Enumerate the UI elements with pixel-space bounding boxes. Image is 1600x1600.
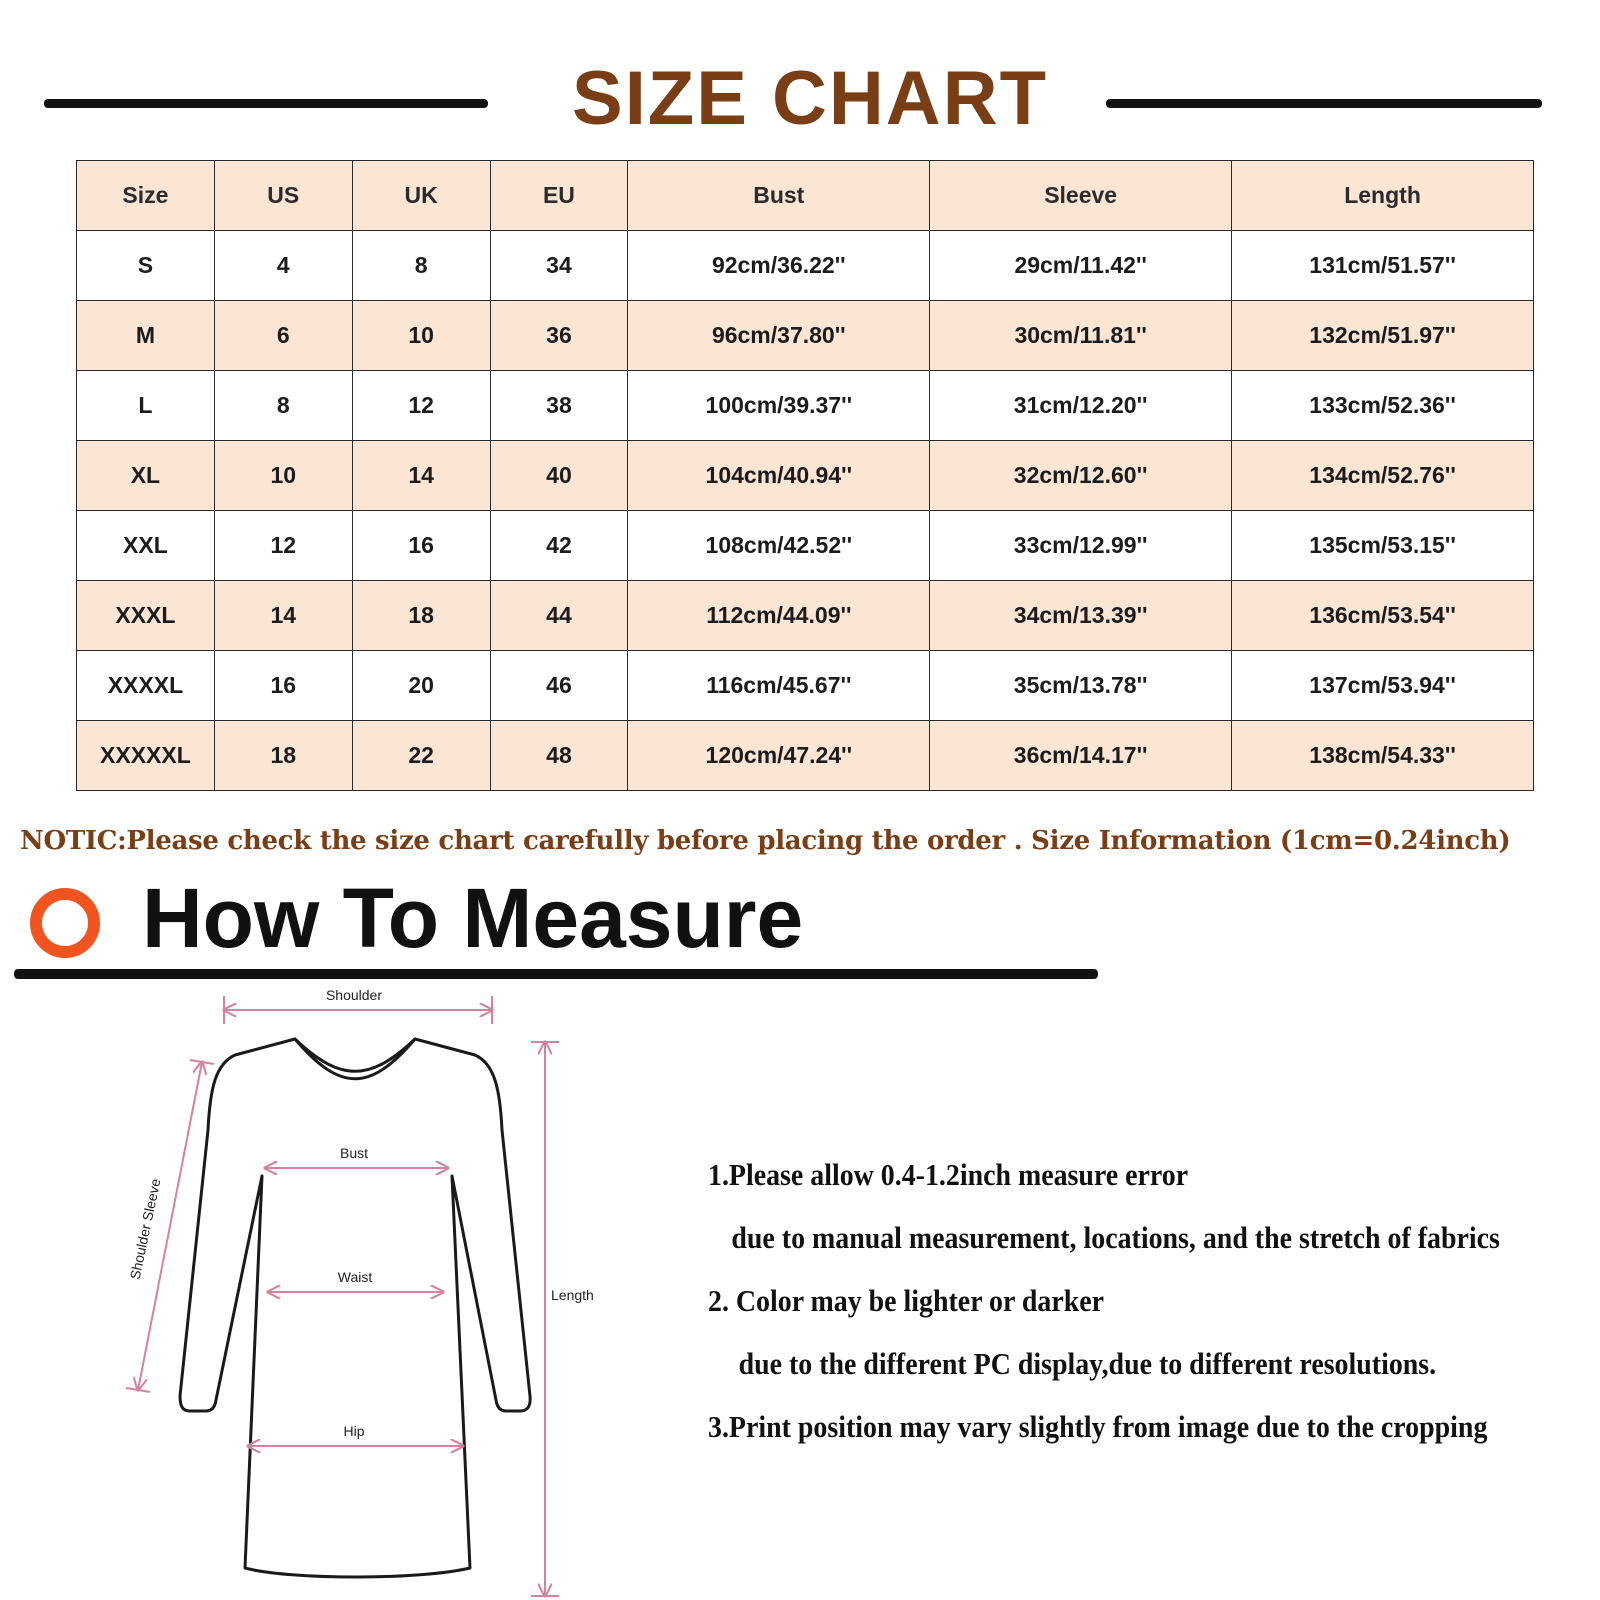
cell-bust: 112cm/44.09'' [628, 581, 930, 651]
cell-length: 132cm/51.97'' [1232, 301, 1534, 371]
cell-us: 4 [214, 231, 352, 301]
cell-length: 136cm/53.54'' [1232, 581, 1534, 651]
cell-size: M [77, 301, 215, 371]
sleeve-label: Shoulder Sleeve [126, 1177, 164, 1281]
dress-outline [180, 1039, 530, 1577]
table-row [77, 231, 1534, 301]
cell-size: XXXL [77, 581, 215, 651]
measure-notes [708, 1155, 1500, 1470]
header-length: Length [1232, 161, 1534, 231]
dress-measure-diagram [0, 965, 640, 1600]
header-size: Size [77, 161, 215, 231]
title-rule-right [1106, 99, 1542, 108]
cell-uk: 12 [352, 371, 490, 441]
table-row [77, 371, 1534, 441]
cell-us: 8 [214, 371, 352, 441]
cell-us: 10 [214, 441, 352, 511]
cell-size: XXXXL [77, 651, 215, 721]
cell-length: 135cm/53.15'' [1232, 511, 1534, 581]
cell-bust: 116cm/45.67'' [628, 651, 930, 721]
cell-length: 138cm/54.33'' [1232, 721, 1534, 791]
cell-eu: 34 [490, 231, 628, 301]
size-table [76, 160, 1534, 791]
header-eu: EU [490, 161, 628, 231]
cell-length: 133cm/52.36'' [1232, 371, 1534, 441]
size-notice: NOTIC:Please check the size chart carefully before placing the order . Size Information (1cm=0.24inch) [20, 826, 1511, 856]
shoulder-label: Shoulder [325, 987, 383, 1003]
cell-sleeve: 33cm/12.99'' [930, 511, 1232, 581]
how-to-measure-heading: How To Measure [142, 871, 804, 965]
cell-sleeve: 32cm/12.60'' [930, 441, 1232, 511]
cell-uk: 22 [352, 721, 490, 791]
size-chart-title: SIZE CHART [572, 56, 1048, 141]
cell-sleeve: 31cm/12.20'' [930, 371, 1232, 441]
cell-eu: 46 [490, 651, 628, 721]
note-item: due to the different PC display,due to different resolutions. [738, 1346, 1437, 1381]
bust-label: Bust [339, 1145, 369, 1161]
ring-icon [30, 888, 100, 958]
cell-bust: 120cm/47.24'' [628, 721, 930, 791]
table-row [77, 301, 1534, 371]
cell-uk: 18 [352, 581, 490, 651]
note-item: 3.Print position may vary slightly from image due to the cropping [708, 1409, 1488, 1444]
length-label: Length [551, 1287, 594, 1303]
cell-sleeve: 30cm/11.81'' [930, 301, 1232, 371]
cell-eu: 48 [490, 721, 628, 791]
cell-sleeve: 29cm/11.42'' [930, 231, 1232, 301]
note-item: due to manual measurement, locations, and the stretch of fabrics [731, 1220, 1500, 1255]
cell-length: 131cm/51.57'' [1232, 231, 1534, 301]
cell-uk: 14 [352, 441, 490, 511]
note-item: 1.Please allow 0.4-1.2inch measure error [708, 1157, 1189, 1192]
cell-eu: 36 [490, 301, 628, 371]
cell-uk: 8 [352, 231, 490, 301]
table-row [77, 511, 1534, 581]
cell-size: XL [77, 441, 215, 511]
cell-size: L [77, 371, 215, 441]
table-row [77, 581, 1534, 651]
cell-bust: 96cm/37.80'' [628, 301, 930, 371]
cell-sleeve: 35cm/13.78'' [930, 651, 1232, 721]
cell-eu: 42 [490, 511, 628, 581]
cell-size: XXL [77, 511, 215, 581]
note-item: 2. Color may be lighter or darker [708, 1283, 1104, 1318]
cell-us: 16 [214, 651, 352, 721]
title-rule-left [44, 99, 488, 108]
cell-size: S [77, 231, 215, 301]
table-row [77, 721, 1534, 791]
table-row [77, 441, 1534, 511]
cell-bust: 108cm/42.52'' [628, 511, 930, 581]
cell-bust: 92cm/36.22'' [628, 231, 930, 301]
header-uk: UK [352, 161, 490, 231]
cell-us: 18 [214, 721, 352, 791]
cell-size: XXXXXL [77, 721, 215, 791]
cell-uk: 10 [352, 301, 490, 371]
cell-length: 137cm/53.94'' [1232, 651, 1534, 721]
waist-label: Waist [337, 1269, 373, 1285]
cell-sleeve: 36cm/14.17'' [930, 721, 1232, 791]
table-header-row [77, 161, 1534, 231]
cell-uk: 16 [352, 511, 490, 581]
cell-bust: 100cm/39.37'' [628, 371, 930, 441]
cell-us: 12 [214, 511, 352, 581]
header-bust: Bust [628, 161, 930, 231]
cell-length: 134cm/52.76'' [1232, 441, 1534, 511]
cell-us: 6 [214, 301, 352, 371]
cell-sleeve: 34cm/13.39'' [930, 581, 1232, 651]
cell-uk: 20 [352, 651, 490, 721]
cell-eu: 40 [490, 441, 628, 511]
cell-us: 14 [214, 581, 352, 651]
table-row [77, 651, 1534, 721]
hip-label: Hip [343, 1423, 365, 1439]
cell-eu: 44 [490, 581, 628, 651]
header-us: US [214, 161, 352, 231]
header-sleeve: Sleeve [930, 161, 1232, 231]
cell-eu: 38 [490, 371, 628, 441]
cell-bust: 104cm/40.94'' [628, 441, 930, 511]
